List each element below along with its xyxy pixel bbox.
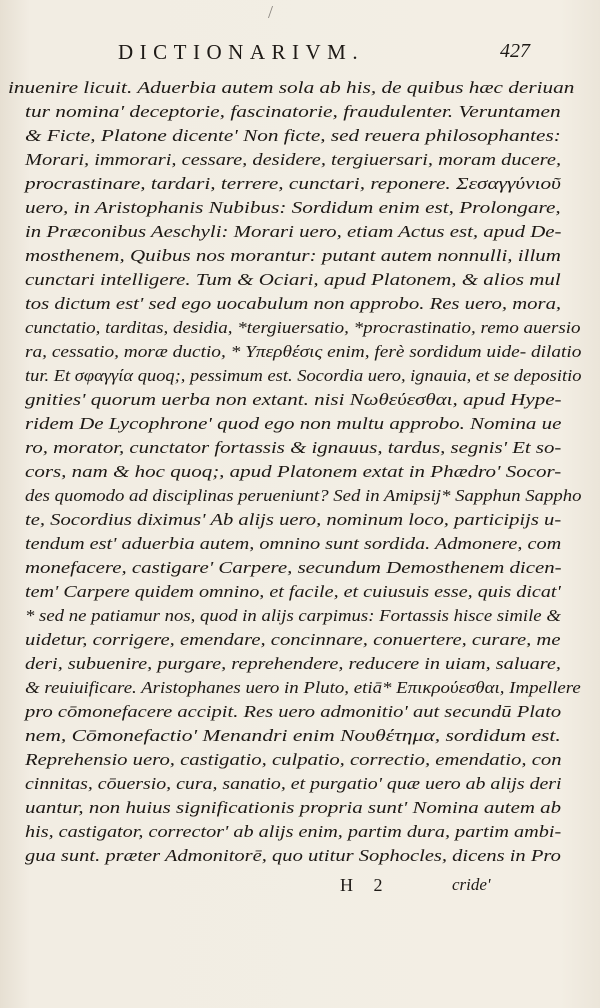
text-line: Morari, immorari, cessare, desidere, tergiuersari, moram ducere, — [25, 150, 562, 169]
text-line: monefacere, castigare' Carpere, secundum Demosthenem dicen- — [25, 558, 562, 577]
text-line: his, castigator, corrector' ab alijs enim, partim dura, partim ambi- — [25, 822, 562, 841]
running-head — [0, 40, 600, 70]
text-line: & Ficte, Platone dicente' Non ficte, sed reuera philosophantes: — [25, 126, 561, 145]
text-line: uidetur, corrigere, emendare, concinnare, conuertere, curare, me — [25, 630, 561, 649]
running-head-title: DICTIONARIVM. — [118, 40, 365, 64]
text-line: tos dictum est' sed ego uocabulum non approbo. Res uero, mora, — [25, 294, 562, 313]
text-line: des quomodo ad disciplinas perueniunt? Sed in Amipsij* Sapphun Sappho — [25, 486, 582, 505]
text-line: cors, nam & hoc quoq;, apud Platonem extat in Phædro' Socor- — [25, 462, 562, 481]
page-number: 427 — [500, 40, 530, 62]
text-line: Reprehensio uero, castigatio, culpatio, correctio, emendatio, con — [25, 750, 562, 769]
text-line: gua sunt. præter Admonitorē, quo utitur Sophocles, dicens in Pro — [25, 846, 561, 865]
text-line: * sed ne patiamur nos, quod in alijs carpimus: Fortassis hisce simile & — [25, 606, 561, 625]
text-line: uero, in Aristophanis Nubibus: Sordidum enim est, Prolongare, — [25, 198, 561, 217]
text-line: mosthenem, Quibus nos morantur: putant autem nonnulli, illum — [25, 246, 561, 265]
signature-mark: H 2 — [340, 875, 391, 895]
text-line: uantur, non huius significationis propria sunt' Nomina autem ab — [25, 798, 562, 817]
text-line: & reuiuificare. Aristophanes uero in Pluto, etiā* Επικρούεσθαι, Impellere — [25, 678, 581, 697]
text-line: ra, cessatio, moræ ductio, * Υπερθέσις enim, ferè sordidum uide- dilatio — [25, 342, 582, 361]
text-line: tur. Et σφαγγία quoq;, pessimum est. Socordia uero, ignauia, et se depositio — [25, 366, 582, 385]
catchword: cride' — [452, 875, 491, 894]
text-line: ridem De Lycophrone' quod ego non multu approbo. Nomina ue — [25, 414, 562, 433]
text-line: nem, Cōmonefactio' Menandri enim Νουθέτημα, sordidum est. — [25, 726, 561, 745]
text-line: tur nomina' deceptorie, fascinatorie, fraudulenter. Veruntamen — [25, 102, 561, 121]
text-line: deri, subuenire, purgare, reprehendere, reducere in uiam, saluare, — [25, 654, 561, 673]
text-line: te, Socordius diximus' Ab alijs uero, nominum loco, participijs u- — [25, 510, 562, 529]
text-line: ro, morator, cunctator fortassis & ignauus, tardus, segnis' Et so- — [25, 438, 562, 457]
text-line: cinnitas, cōuersio, cura, sanatio, et purgatio' quæ uero ab alijs deri — [25, 774, 562, 793]
text-line: tem' Carpere quidem omnino, et facile, et cuiusuis esse, quis dicat' — [25, 582, 561, 601]
text-line: in Præconibus Aeschyli: Morari uero, etiam Actus est, apud De- — [25, 222, 562, 241]
text-line: inuenire licuit. Aduerbia autem sola ab his, de quibus hæc deriuan — [8, 78, 575, 97]
pencil-mark: / — [268, 2, 274, 22]
text-line: tendum est' aduerbia autem, omnino sunt sordida. Admonere, com — [25, 534, 562, 553]
text-line: cunctatio, tarditas, desidia, *tergiuersatio, *procrastinatio, remo auersio — [25, 318, 581, 337]
text-line: pro cōmonefacere accipit. Res uero admonitio' aut secundū Plato — [25, 702, 562, 721]
text-line: cunctari intelligere. Tum & Ociari, apud Platonem, & alios mul — [25, 270, 561, 289]
text-line: procrastinare, tardari, terrere, cunctari, reponere. Σεσαγγύνιοῦ — [25, 174, 561, 193]
text-line: gnities' quorum uerba non extant. nisi Νωθεύεσθαι, apud Hype- — [25, 390, 562, 409]
